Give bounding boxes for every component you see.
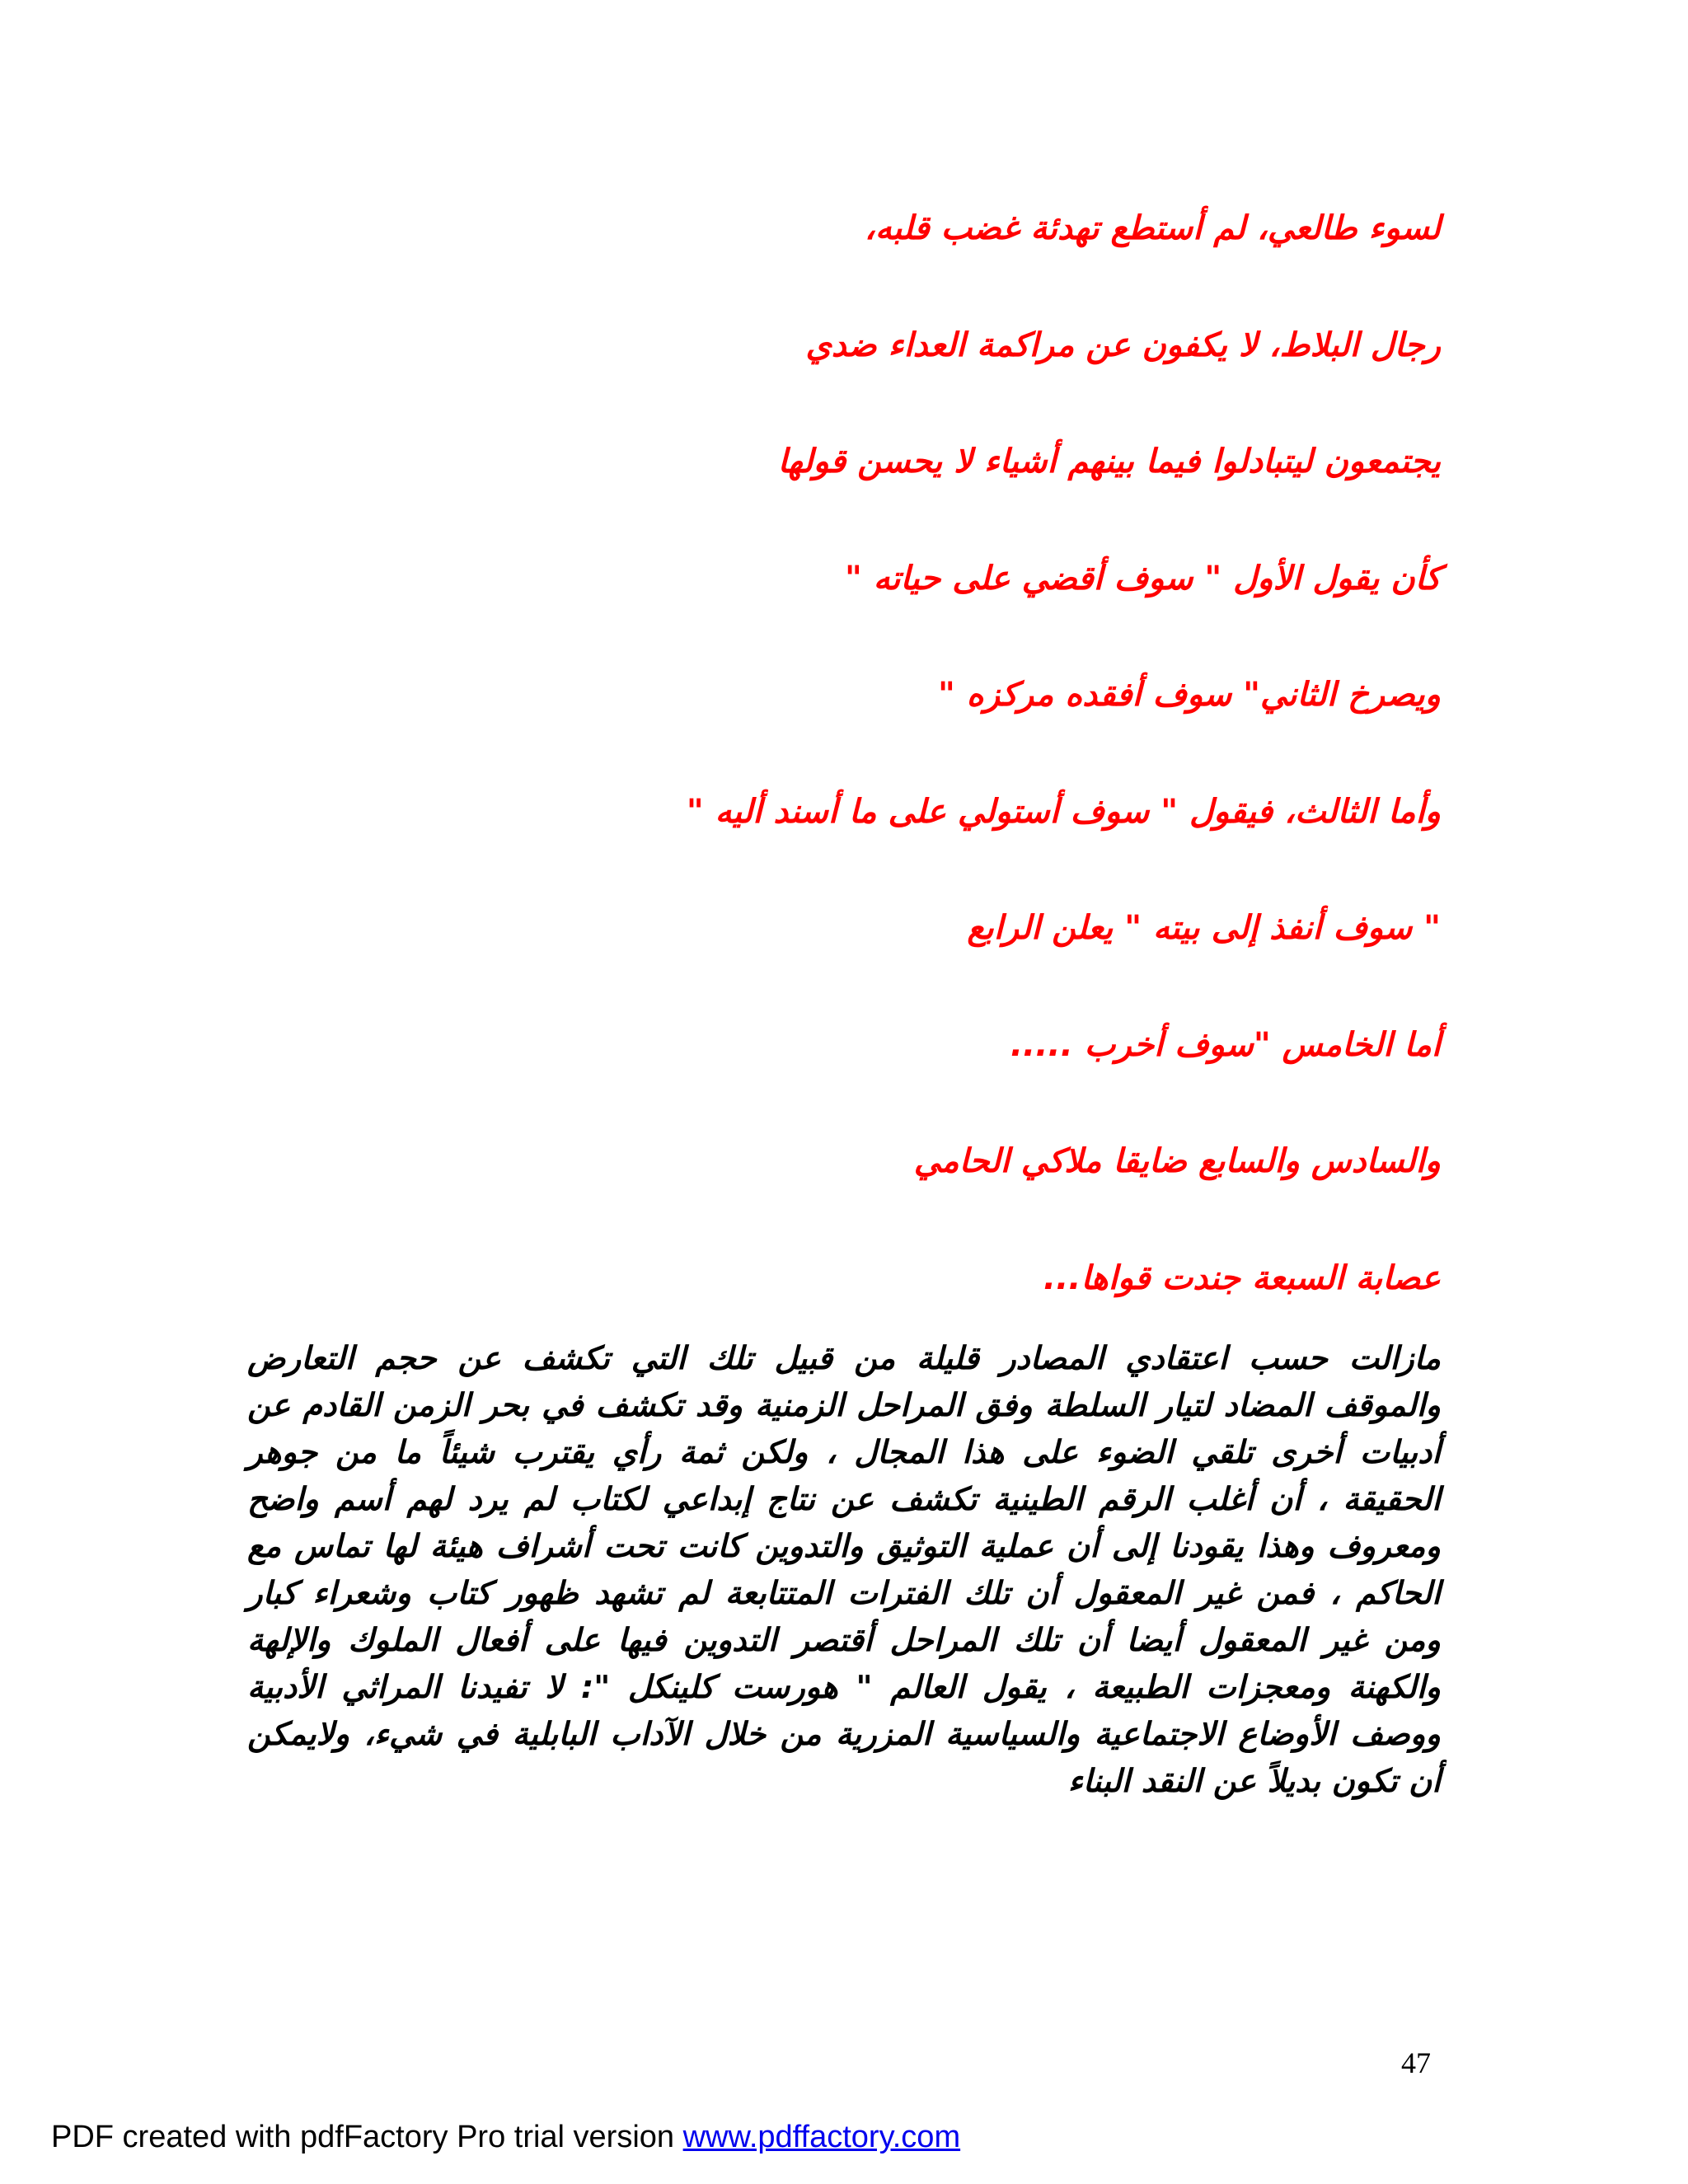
- verse-line: وأما الثالث، فيقول " سوف أستولي على ما أسند أليه ": [686, 792, 1441, 831]
- verse-line: لسوء طالعي، لم أستطع تهدئة غضب قلبه،: [864, 209, 1441, 247]
- verse-line: كأن يقول الأول " سوف أقضي على حياته ": [844, 559, 1441, 598]
- footer-link[interactable]: www.pdffactory.com: [682, 2120, 961, 2154]
- page-number: 47: [1401, 2046, 1431, 2079]
- body-paragraph: مازالت حسب اعتقادي المصادر قليلة من قبيل تلك التي تكشف عن حجم التعارض والموقف المضاد لتيار السلطة وفق المراحل الزمنية وقد تكشف في بحر الزمن القادم عن أدبيات أخرى تلقي الضوء على هذا المجال ، ولكن ثمة رأي يقترب شيئاً ما من جوهر الحقيقة ، أن أغلب الرقم الطينية تكشف عن نتاج إبداعي لكتاب لم يرد لهم أسم واضح ومعروف وهذا يقودنا إلى أن عملية التوثيق والتدوين كانت تحت أشراف هيئة لها تماس مع الحاكم ، فمن غير المعقول أن تلك الفترات المتتابعة لم تشهد ظهور كتاب وشعراء كبار ومن غير المعقول أيضا أن تلك المراحل أقتصر التدوين فيها على أفعال الملوك والإلهة والكهنة ومعجزات الطبيعة ، يقول العالم " هورست كلينكل ": لا تفيدنا المراثي الأدبية ووصف الأوضاع الاجتماعية والسياسية المزرية من خلال الآداب البابلية في شيء، ولايمكن أن تكون بديلاً عن النقد البناء: [247, 1340, 1441, 1800]
- verse-line: " سوف أنفذ إلى بيته " يعلن الرابع: [967, 909, 1441, 947]
- verse-line: ويصرخ الثاني" سوف أفقده مركزه ": [938, 676, 1441, 714]
- verse-line: يجتمعون ليتبادلوا فيما بينهم أشياء لا يحسن قولها: [777, 443, 1441, 480]
- verse-line: رجال البلاط، لا يكفون عن مراكمة العداء ضدي: [805, 326, 1441, 364]
- footer-text: PDF created with pdfFactory Pro trial version: [51, 2120, 683, 2154]
- verse-line: والسادس والسابع ضايقا ملاكي الحامي: [913, 1142, 1441, 1180]
- verse-line: أما الخامس "سوف أخرب .....: [1010, 1025, 1441, 1064]
- poem-verses: [246, 191, 1441, 1357]
- verse-line: عصابة السبعة جندت قواها...: [1043, 1258, 1441, 1297]
- pdf-footer: [51, 2120, 960, 2155]
